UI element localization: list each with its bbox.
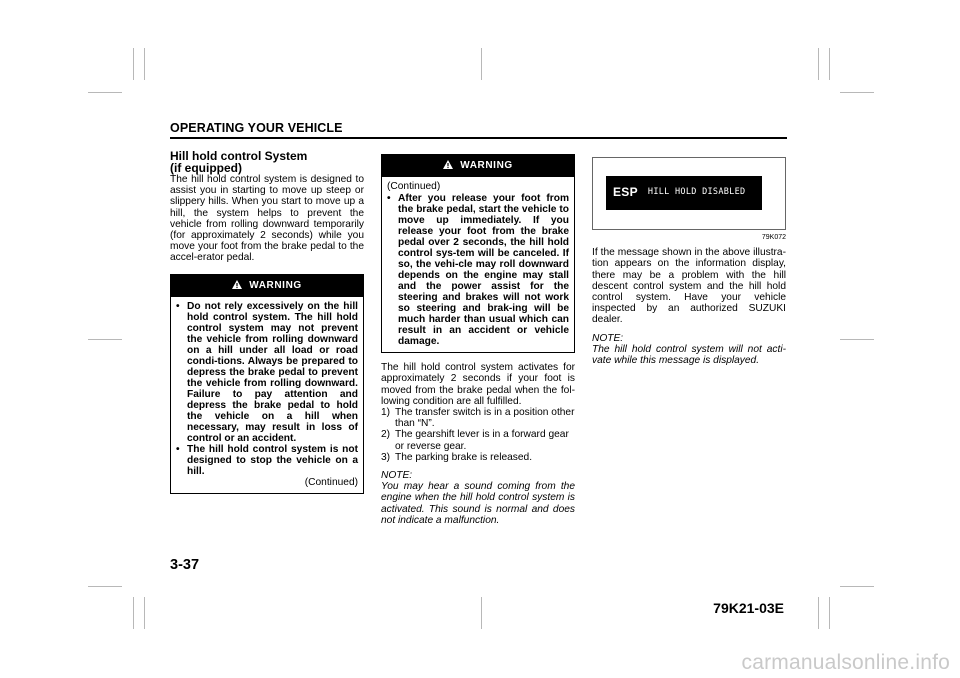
crop-mark (144, 48, 145, 80)
note-label: NOTE: (592, 332, 624, 344)
crop-mark (481, 48, 482, 80)
warning-header: WARNING (382, 155, 574, 177)
warning-box (381, 154, 575, 353)
crop-mark (840, 586, 874, 587)
column-middle (381, 154, 575, 526)
warning-triangle-icon (232, 276, 242, 298)
esp-indicator: ESP (613, 185, 638, 200)
page-number: 3-37 (170, 557, 200, 573)
column-left (170, 150, 364, 494)
continued-label: (Continued) (387, 181, 441, 192)
warning-body (382, 177, 574, 352)
crop-mark (840, 339, 874, 340)
figure-code: 79K072 (761, 234, 786, 241)
condition-item: 3) The parking brake is released. (381, 451, 533, 463)
crop-mark (818, 48, 819, 80)
section-title: Hill hold control System (if equipped) (170, 149, 308, 175)
note-text: The hill hold control system will not acti-vate while this message is displayed. (592, 343, 786, 367)
crop-mark (840, 92, 874, 93)
warning-body (171, 297, 363, 493)
header-rule (170, 137, 787, 139)
crop-mark (133, 597, 134, 629)
watermark: carmanualsonline.info (741, 651, 950, 674)
page-header-title: OPERATING YOUR VEHICLE (170, 121, 343, 135)
crop-mark (818, 597, 819, 629)
crop-mark (144, 597, 145, 629)
crop-mark (88, 339, 122, 340)
intro-paragraph: The hill hold control system is designed to assist you in starting to move up steep or slippery hills. When you start to move up a hill, the system helps to prevent the vehicle from rolling downward temporarily (for approximately 2 seconds) while you move your foot from the brake pedal to the accel-erator pedal. (170, 174, 364, 264)
warning-header: WARNING (171, 275, 363, 297)
note-label: NOTE: (381, 470, 413, 482)
illustration-frame (592, 157, 786, 230)
warning-box (170, 274, 364, 494)
crop-mark (88, 92, 122, 93)
note (592, 333, 786, 367)
note-text: You may hear a sound coming from the engine when the hill hold control system is activated. This sound is normal and does not indicate a malfunction. (381, 481, 575, 526)
condition-item: 2) The gearshift lever is in a forward gear or reverse gear. (381, 429, 569, 452)
crop-mark (88, 586, 122, 587)
display-message: HILL HOLD DISABLED (647, 187, 746, 198)
activation-paragraph: The hill hold control system activates for approximately 2 seconds if your foot is moved from the brake pedal when the fol-lowing condition are all fulfilled. (381, 362, 575, 407)
crop-mark (829, 597, 830, 629)
crop-mark (481, 597, 482, 629)
document-code: 79K21-03E (713, 600, 784, 616)
warning-triangle-icon (443, 156, 453, 178)
warning-item: • The hill hold control system is not designed to stop the vehicle on a hill. (176, 444, 358, 477)
conditions-list (381, 407, 575, 463)
warning-item: • Do not rely excessively on the hill hold control system. The hill hold control system may not prevent the vehicle from rolling downward on a hill under all load or road condi-tions. Always be prepared to depress the brake pedal to prevent the vehicle from rolling downward. Failure to pay attention and depress the brake pedal to hold the vehicle on a hill when necessary, may result in loss of control or an accident. (176, 301, 358, 444)
message-paragraph: If the message shown in the above illustra-tion appears on the information display, there may be a problem with the hill descent control system and the hill hold control system. Have your vehicle inspected by an authorized SUZUKI dealer. (592, 247, 786, 326)
continued-label: (Continued) (304, 476, 358, 488)
crop-mark (829, 48, 830, 80)
information-display (606, 176, 762, 210)
note (381, 470, 575, 526)
condition-item: 1) The transfer switch is in a position other than “N”. (381, 407, 575, 430)
crop-mark (133, 48, 134, 80)
warning-item: • After you release your foot from the brake pedal, start the vehicle to move up immediately. If you release your foot from the brake pedal over 2 seconds, the hill hold control sys-tem will be canceled. If so, the vehi-cle may roll downward depends on the engine may stall and the power assist for the steering and brakes will not work so steering and brak-ing will be much harder than usual which can result in an accident or vehicle damage. (387, 193, 569, 347)
column-right (592, 157, 786, 366)
